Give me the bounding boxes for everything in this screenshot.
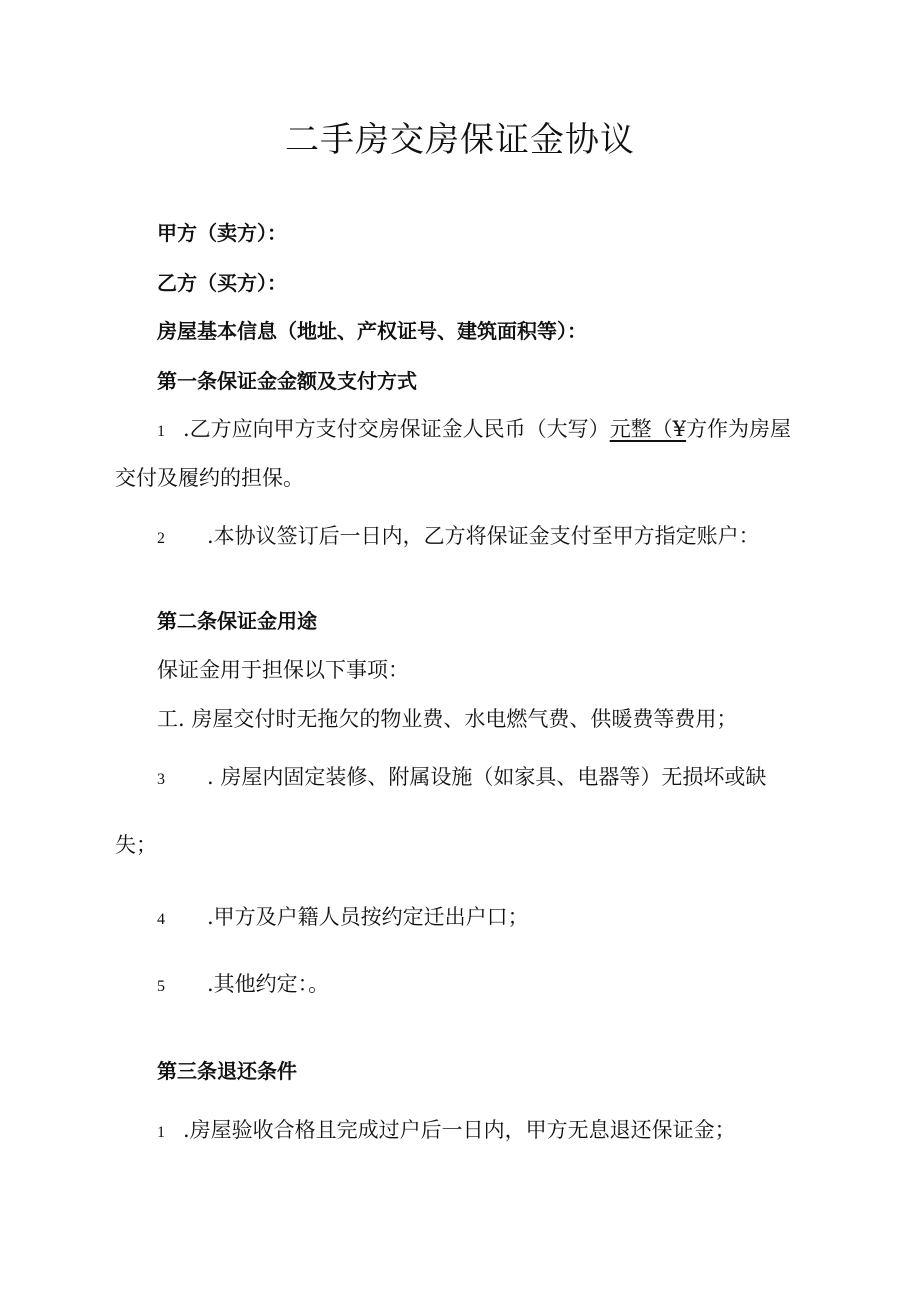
article2-item3: [157, 762, 766, 795]
party-a-label: 甲方（卖方）：: [157, 221, 287, 245]
item-text: .其他约定：。: [207, 972, 330, 996]
article2-item4: [157, 902, 529, 935]
item-number: 3: [157, 771, 165, 788]
item-number: 4: [157, 911, 165, 928]
article2-heading: 第二条保证金用途: [157, 609, 317, 633]
article2-intro: 保证金用于担保以下事项：: [157, 658, 409, 682]
article3-item1: [157, 1115, 736, 1148]
article3-heading: 第三条退还条件: [157, 1059, 297, 1083]
amount-blank: 元整（¥: [609, 417, 687, 441]
article1-item2: [157, 521, 760, 554]
article1-item1-continued: 交付及履约的担保。: [115, 466, 304, 490]
article2-item3-continued: 失；: [115, 833, 157, 857]
item-text: .房屋验收合格且完成过户后一日内，甲方无息退还保证金；: [183, 1118, 736, 1142]
article1-item1: [157, 414, 791, 447]
party-b-label: 乙方（买方）：: [157, 271, 287, 295]
item-text: 方作为房屋: [686, 417, 792, 441]
item-number: 1: [157, 423, 165, 440]
document-title: 二手房交房保证金协议: [285, 120, 635, 160]
house-info-label: 房屋基本信息（地址、产权证号、建筑面积等）：: [157, 319, 587, 343]
item-number: 5: [157, 978, 165, 995]
item-text: .甲方及户籍人员按约定迁出户口；: [207, 905, 529, 929]
article1-heading: 第一条保证金金额及支付方式: [157, 369, 417, 393]
item-text: .本协议签订后一日内，乙方将保证金支付至甲方指定账户：: [207, 524, 760, 548]
article2-item5: [157, 969, 329, 1002]
item-text: . 房屋内固定装修、附属设施（如家具、电器等）无损坏或缺: [207, 765, 767, 789]
item-number: 1: [157, 1124, 165, 1141]
item-number: 2: [157, 530, 165, 547]
item-text: .乙方应向甲方支付交房保证金人民币（大写）: [183, 417, 610, 441]
article2-item1: 工. 房屋交付时无拖欠的物业费、水电燃气费、供暖费等费用；: [157, 707, 738, 731]
